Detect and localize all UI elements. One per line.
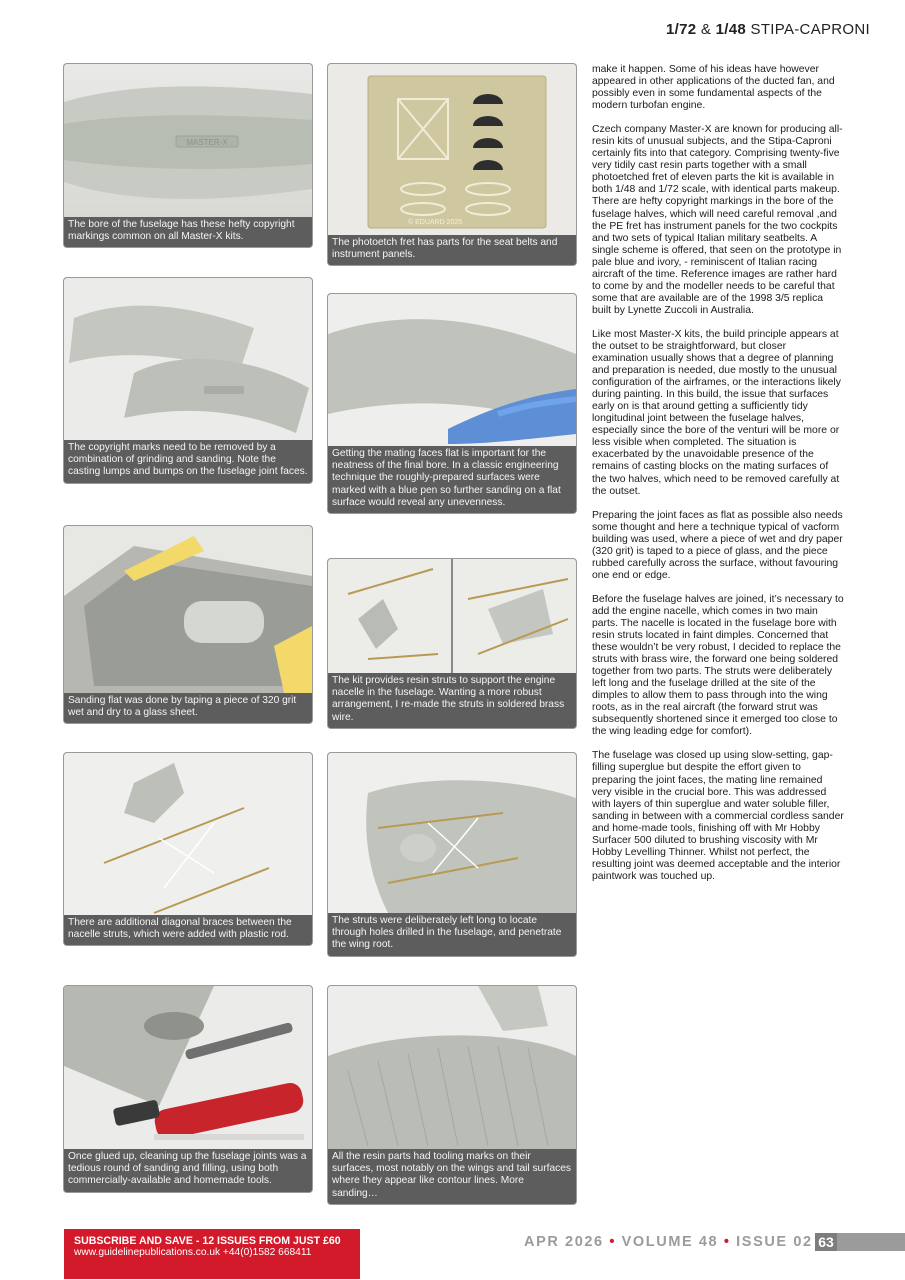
subscribe-text: SUBSCRIBE AND SAVE - 12 ISSUES FROM JUST £60 — [74, 1235, 341, 1247]
photo-sanding-flat — [64, 526, 312, 693]
figure-mating-faces — [328, 294, 576, 513]
figure-sanding-flat — [64, 526, 312, 723]
page-number: 63 — [815, 1233, 837, 1251]
header-scale-b: 1/48 — [715, 21, 747, 38]
issue-separator: • — [603, 1234, 622, 1250]
figure-diagonal-braces — [64, 753, 312, 945]
caption: The struts were deliberately left long to locate through holes drilled in the fuselage, and penetrate the wing root. — [328, 913, 576, 956]
caption: The bore of the fuselage has these hefty copyright markings common on all Master-X kits. — [64, 217, 312, 247]
fret-marking-text: © EDUARD 2025 — [408, 219, 463, 226]
article-paragraph: Preparing the joint faces as flat as possible also needs some thought and here a technique typical of vacform building was used, where a piece of wet and dry paper (320 grit) is taped to a piece of glass, and the piece rubbed carefully across the surface, without favouring one end or edge. — [592, 509, 843, 581]
figure-photoetch-fret — [328, 64, 576, 265]
figure-resin-struts — [328, 559, 576, 728]
article-paragraph: Before the fuselage halves are joined, it’s necessary to add the engine nacelle, which comes in two main parts. The nacelle is located in the fuselage bore with resin struts located in faint dimples. Concerned that these wouldn’t be very robust, I decided to replace the struts with brass wire, the forward one being soldered together from two parts. The struts were deliberately left long and the fuselage drilled at the site of the dimples to allow them to pass through into the wing roots, as in the real aircraft (the forward strut was subsequently shortened since it emerged too close to the wing leading edge for comfort). — [592, 593, 844, 738]
figure-fuselage-bore — [64, 64, 312, 247]
article-paragraph: Like most Master-X kits, the build principle appears at the outset to be straightforward, but closer examination usually shows that a degree of planning and preparation is needed, due mostly to the unusual configuration of the airframes, or the interactions likely during painting. In this build, the issue that surfaces early on is that around getting a sufficiently tidy longitudinal joint between the fuselage halves, especially since the bore of the venturi will be more or less visible when completed. The situation is exacerbated by the unavoidable presence of the remains of casting blocks on the mating surfaces of the two halves, which need to be removed carefully at the outset. — [592, 328, 841, 497]
figure-tooling-marks — [328, 986, 576, 1204]
header-amp: & — [696, 21, 716, 38]
issue-line — [524, 1234, 813, 1250]
header-title: STIPA-CAPRONI — [746, 21, 870, 38]
subscribe-contact: www.guidelinepublications.co.uk +44(0)1582 668411 — [74, 1247, 312, 1258]
caption: The kit provides resin struts to support the engine nacelle in the fuselage. Wanting a more robust arrangement, I re-made the struts in soldered brass wire. — [328, 673, 576, 728]
running-header — [666, 21, 870, 38]
caption: Sanding flat was done by taping a piece of 320 grit wet and dry to a glass sheet. — [64, 693, 312, 723]
article-paragraph: Czech company Master-X are known for producing all-resin kits of unusual subjects, and the Stipa-Caproni certainly fits into that category. Comprising twenty-five very tidily cast resin parts together with a small photoetched fret of eleven parts the kit is available in both 1/48 and 1/72 scale, with identical parts makeup. There are hefty copyright markings in the bore of the fuselage halves, which will need careful removal ,and the PE fret has instrument panels for the two cockpits and two sets of typical Italian military seatbelts. A single scheme is offered, that seen on the prototype in pale blue and ivory, - reminiscent of Italian racing aircraft of the time. Reference images are rather hard to come by and the modeller needs to be careful that some that are available are of the 1998 3/5 replica built by Lynette Zuccoli in Australia. — [592, 124, 843, 316]
article-paragraph: make it happen. Some of his ideas have however appeared in other applications of the ducted fan, and possibly even in some fundamental aspects of the modern turbofan engine. — [592, 64, 835, 112]
figure-copyright-marks — [64, 278, 312, 483]
figure-cleaning-joints — [64, 986, 312, 1192]
article-body — [592, 64, 844, 895]
header-scale-a: 1/72 — [666, 21, 697, 38]
photo-struts-long — [328, 753, 576, 913]
photo-fuselage-bore — [64, 64, 312, 217]
issue-separator: • — [718, 1234, 737, 1250]
issue-volume: VOLUME 48 — [621, 1234, 719, 1250]
subscribe-banner[interactable] — [64, 1229, 360, 1279]
photo-photoetch-fret — [328, 64, 576, 235]
figure-struts-long — [328, 753, 576, 956]
photo-diagonal-braces — [64, 753, 312, 915]
issue-number: ISSUE 02 — [736, 1234, 813, 1250]
caption: There are additional diagonal braces between the nacelle struts, which were added with plastic rod. — [64, 915, 312, 945]
caption: Getting the mating faces flat is important for the neatness of the final bore. In a classic engineering technique the roughly-prepared surfaces were marked with a blue pen so further sanding on a flat surface would reveal any unevenness. — [328, 446, 576, 513]
photo-resin-struts — [328, 559, 576, 673]
photo-cleaning-joints — [64, 986, 312, 1149]
caption: Once glued up, cleaning up the fuselage joints was a tedious round of sanding and filling, using both commercially-available and homemade tools. — [64, 1149, 312, 1192]
caption: All the resin parts had tooling marks on their surfaces, most notably on the wings and tail surfaces where they appear like contour lines. More sanding… — [328, 1149, 576, 1204]
photo-copyright-marks — [64, 278, 312, 440]
article-paragraph: The fuselage was closed up using slow-setting, gap-filling superglue but despite the effort given to preparing the joint faces, the mating line remained very visible in the crucial bore. This was addressed with layers of thin superglue and water soluble filler, sanding in between with a commercial cordless sander and home-made tools, finishing off with Mr Hobby Surfacer 500 diluted to brushing viscosity with Mr Hobby Levelling Thinner. Whilst not perfect, the resulting joint was deemed acceptable and the interior paintwork was touched up. — [592, 750, 844, 882]
issue-month: APR 2026 — [524, 1234, 604, 1250]
photo-mating-faces — [328, 294, 576, 446]
photo-tooling-marks — [328, 986, 576, 1149]
caption: The photoetch fret has parts for the seat belts and instrument panels. — [328, 235, 576, 265]
caption: The copyright marks need to be removed by a combination of grinding and sanding. Note the casting lumps and bumps on the fuselage joint faces. — [64, 440, 312, 483]
copyright-marking-text: MASTER-X — [186, 138, 228, 147]
